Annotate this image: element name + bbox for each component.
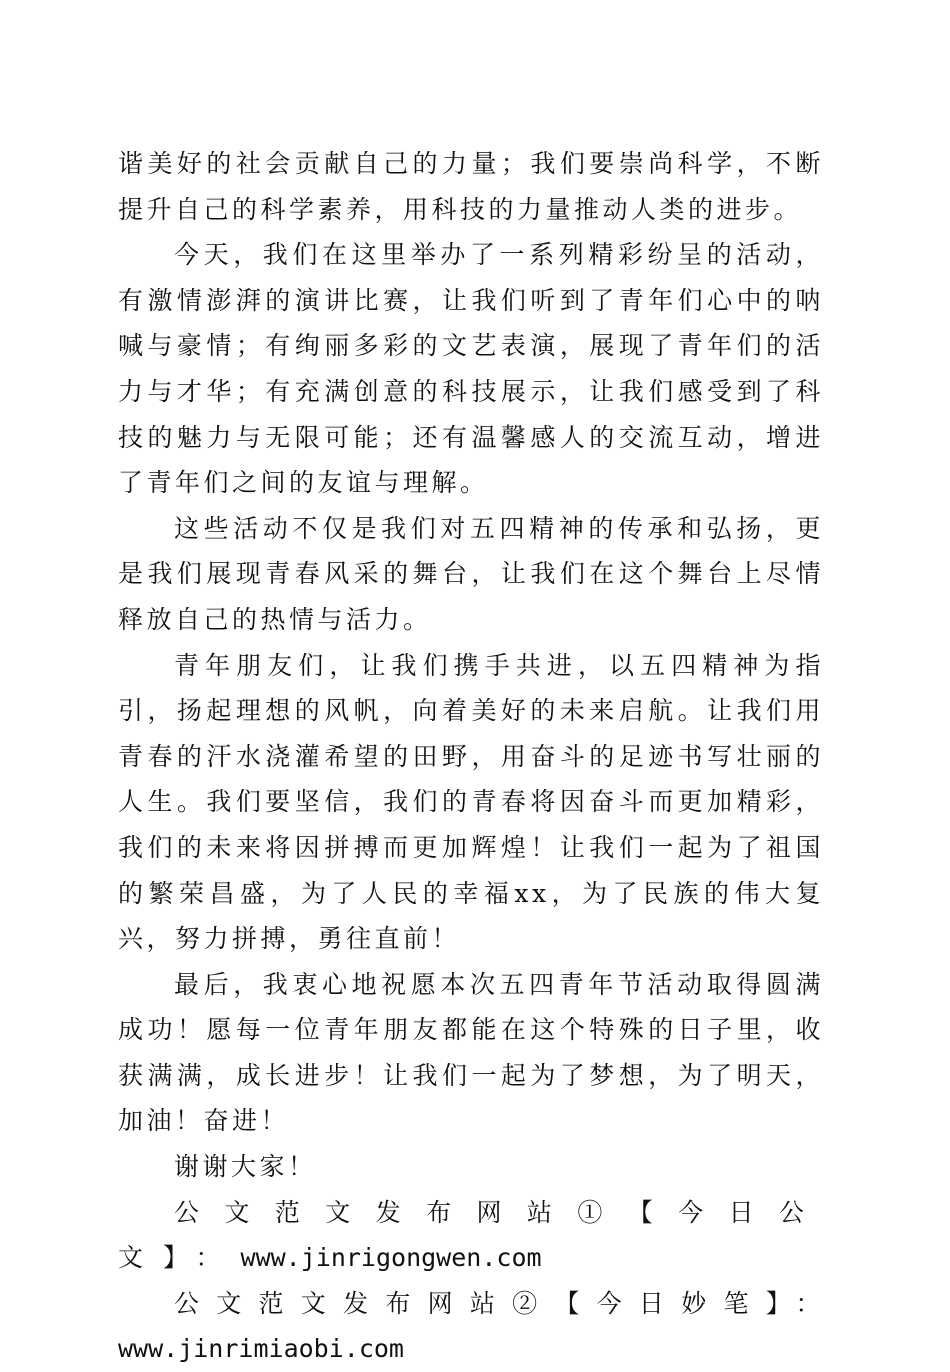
paragraph-inheritance: 这些活动不仅是我们对五四精神的传承和弘扬，更是我们展现青春风采的舞台，让我们在这个舞台上尽情释放自己的热情与活力。 [118, 513, 824, 634]
paragraph-thanks: 谢谢大家！ [174, 1152, 317, 1182]
paragraph-closing-wishes: 最后，我衷心地祝愿本次五四青年节活动取得圆满成功！愿每一位青年朋友都能在这个特殊的日子里，收获满满，成长进步！让我们一起为了梦想，为了明天，加油！奋进！ [118, 969, 824, 1136]
footer-site-1-label: 公文范文发布网站①【今日公文】： [118, 1197, 824, 1273]
footer-site-2 [118, 1281, 824, 1372]
footer-site-1 [118, 1190, 824, 1281]
footer-site-2-label: 公文范文发布网站②【今日妙笔】： [174, 1288, 824, 1318]
paragraph-call-to-action: 青年朋友们，让我们携手共进，以五四精神为指引，扬起理想的风帆，向着美好的未来启航。让我们用青春的汗水浇灌希望的田野，用奋斗的足迹书写壮丽的人生。我们要坚信，我们的青春将因奋斗而更加精彩，我们的未来将因拼搏而更加辉煌！让我们一起为了祖国的繁荣昌盛，为了人民的幸福xx，为了民族的伟大复兴，努力拼搏，勇往直前！ [118, 650, 824, 954]
footer-site-1-link[interactable]: www.jinrigongwen.com [240, 1243, 542, 1273]
document-body [118, 141, 824, 1372]
footer-site-2-link[interactable]: www.jinrimiaobi.com [118, 1334, 404, 1364]
paragraph-continuation: 谐美好的社会贡献自己的力量；我们要崇尚科学，不断提升自己的科学素养，用科技的力量推动人类的进步。 [118, 149, 824, 224]
paragraph-activities: 今天，我们在这里举办了一系列精彩纷呈的活动，有激情澎湃的演讲比赛，让我们听到了青年们心中的呐喊与豪情；有绚丽多彩的文艺表演，展现了青年们的活力与才华；有充满创意的科技展示，让我们感受到了科技的魅力与无限可能；还有温馨感人的交流互动，增进了青年们之间的友谊与理解。 [118, 240, 824, 498]
